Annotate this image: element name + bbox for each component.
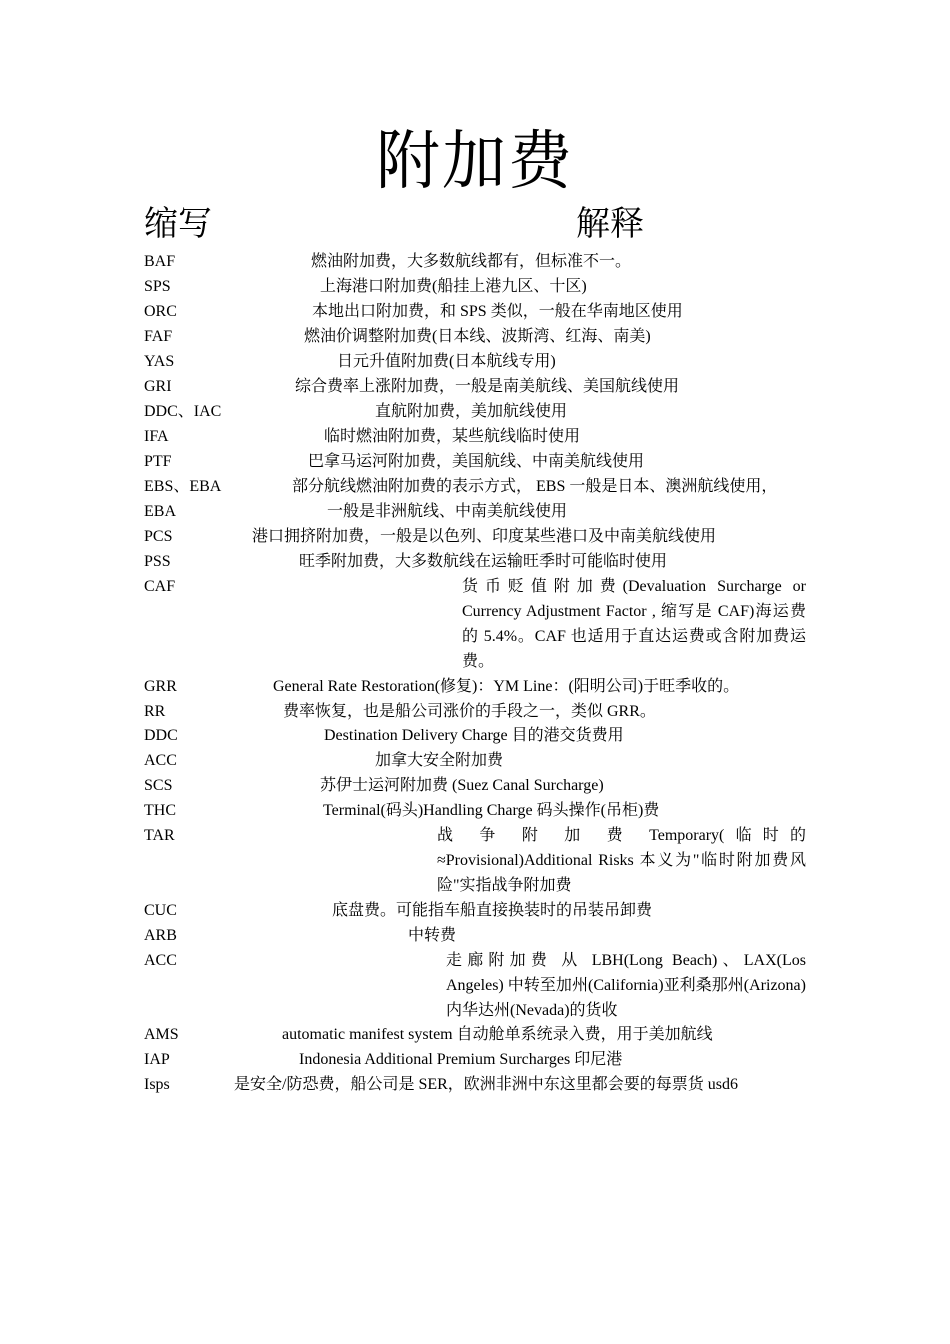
explanation: 底盘费。可能指车船直接换装时的吊装吊卸费 — [332, 902, 653, 919]
abbreviation: CUC — [144, 902, 177, 919]
explanation: 费率恢复，也是船公司涨价的手段之一，类似 GRR。 — [283, 703, 656, 720]
explanation: 临时燃油附加费，某些航线临时使用 — [324, 428, 581, 445]
abbreviation: BAF — [144, 253, 176, 270]
abbreviation: PSS — [144, 553, 171, 570]
explanation: 港口拥挤附加费，一般是以色列、印度某些港口及中南美航线使用 — [252, 528, 717, 545]
abbreviation: GRI — [144, 378, 172, 395]
column-header-abbreviation: 缩写 — [144, 204, 212, 244]
abbreviation: TAR — [144, 827, 175, 844]
explanation: 上海港口附加费(船挂上港九区、十区) — [320, 278, 587, 295]
explanation: 是安全/防恐费，船公司是 SER，欧洲非洲中东这里都会要的每票货 usd6 — [234, 1076, 739, 1093]
explanation: 燃油附加费，大多数航线都有，但标准不一。 — [311, 253, 632, 270]
abbreviation: IFA — [144, 428, 169, 445]
explanation: 本地出口附加费，和 SPS 类似，一般在华南地区使用 — [312, 303, 683, 320]
abbreviation: PTF — [144, 453, 172, 470]
explanation: 巴拿马运河附加费，美国航线、中南美航线使用 — [308, 453, 645, 470]
abbreviation: GRR — [144, 678, 177, 695]
abbreviation: EBS、EBA — [144, 478, 222, 495]
explanation: 旺季附加费，大多数航线在运输旺季时可能临时使用 — [299, 553, 668, 570]
explanation: 部分航线燃油附加费的表示方式， EBS 一般是日本、澳洲航线使用， — [292, 478, 778, 495]
abbreviation: CAF — [144, 578, 176, 595]
abbreviation: SCS — [144, 777, 173, 794]
abbreviation: YAS — [144, 353, 175, 370]
abbreviation: ACC — [144, 752, 177, 769]
explanation: 一般是非洲航线、中南美航线使用 — [327, 503, 568, 520]
abbreviation: THC — [144, 802, 176, 819]
abbreviation: DDC — [144, 727, 178, 744]
explanation: 综合费率上涨附加费，一般是南美航线、美国航线使用 — [295, 378, 680, 395]
explanation: General Rate Restoration(修复)：YM Line：(阳明公司)于旺季收的。 — [273, 678, 740, 695]
explanation: 直航附加费，美加航线使用 — [375, 403, 568, 420]
explanation: 苏伊士运河附加费 (Suez Canal Surcharge) — [320, 777, 604, 794]
explanation: Destination Delivery Charge 目的港交货费用 — [324, 727, 624, 744]
abbreviation: ACC — [144, 952, 177, 969]
abbreviation: IAP — [144, 1051, 170, 1068]
abbreviation: AMS — [144, 1026, 179, 1043]
explanation: 燃油价调整附加费(日本线、波斯湾、红海、南美) — [304, 328, 651, 345]
abbreviation: PCS — [144, 528, 173, 545]
explanation: 日元升值附加费(日本航线专用) — [337, 353, 556, 370]
explanation: automatic manifest system 自动舱单系统录入费，用于美加航线 — [282, 1026, 713, 1043]
column-header-explanation: 解释 — [576, 204, 644, 244]
abbreviation: FAF — [144, 328, 173, 345]
explanation: Terminal(码头)Handling Charge 码头操作(吊柜)费 — [323, 802, 660, 819]
abbreviation: DDC、IAC — [144, 403, 222, 420]
explanation: 中转费 — [408, 927, 457, 944]
explanation: 加拿大安全附加费 — [375, 752, 504, 769]
explanation: 战 争 附 加 费 Temporary(临时的≈Provisional)Additional Risks 本义为"临时附加费风险"实指战争附加费 — [437, 827, 806, 894]
abbreviation: Isps — [144, 1076, 170, 1093]
explanation: Indonesia Additional Premium Surcharges 印尼港 — [299, 1051, 623, 1068]
explanation: 货币贬值附加费(Devaluation Surcharge or Currency Adjustment Factor , 缩写是 CAF)海运费的 5.4%。CAF 也适用于直达运费或含附加费运费。 — [462, 578, 806, 670]
abbreviation: SPS — [144, 278, 171, 295]
explanation: 走廊附加费 从 LBH(Long Beach)、LAX(Los Angeles) 中转至加州(California)亚利桑那州(Arizona)内华达州(Nevada)的货收 — [446, 952, 806, 1019]
document-title: 附加费 — [376, 125, 574, 199]
abbreviation: ARB — [144, 927, 177, 944]
abbreviation: RR — [144, 703, 166, 720]
abbreviation: EBA — [144, 503, 176, 520]
abbreviation: ORC — [144, 303, 177, 320]
